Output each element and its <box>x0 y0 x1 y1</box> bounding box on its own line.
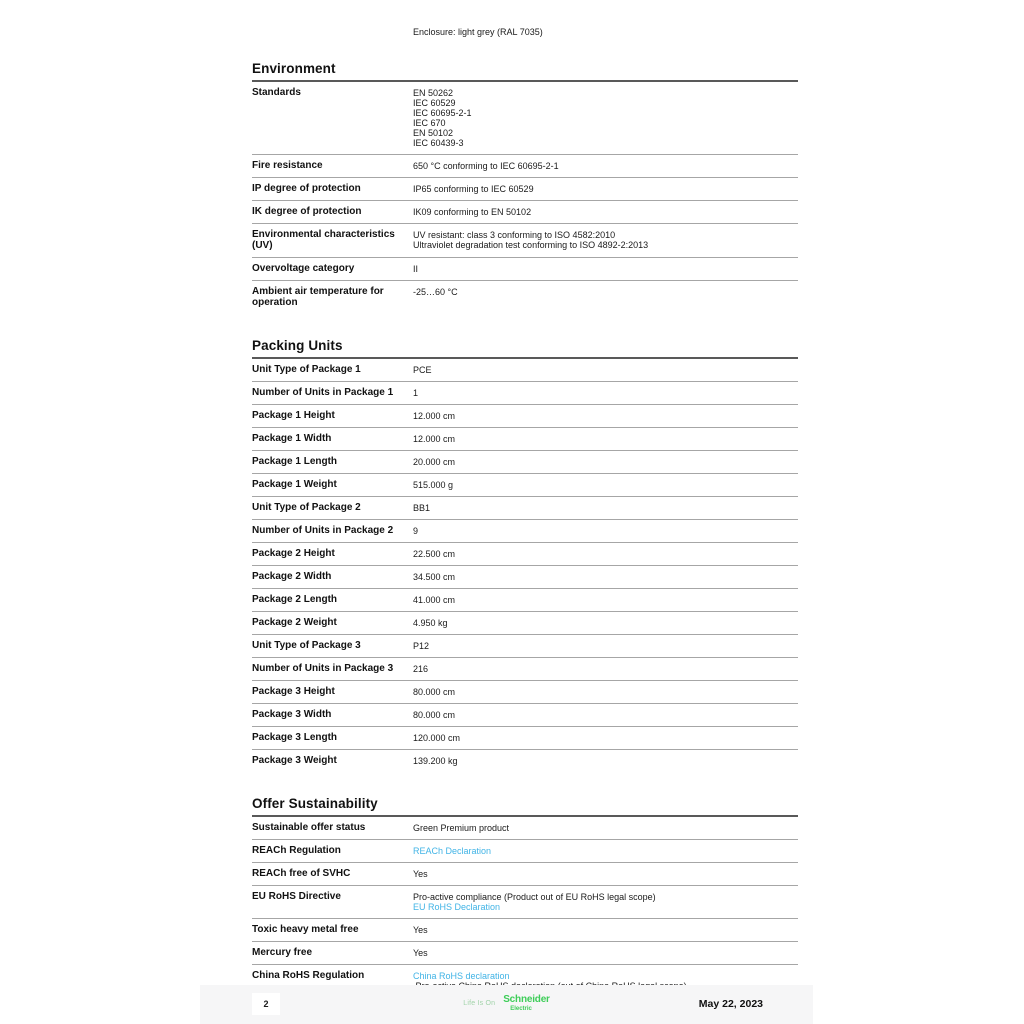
value-line: 1 <box>413 388 419 398</box>
document-link[interactable]: REACh Declaration <box>413 846 492 856</box>
spec-row <box>252 681 798 704</box>
spec-row <box>252 612 798 635</box>
page-content <box>200 0 813 997</box>
row-value <box>413 479 798 490</box>
value-line: Green Premium product <box>413 823 510 833</box>
spec-row <box>252 543 798 566</box>
value-line: Pro-active compliance (Product out of EU RoHS legal scope) <box>413 892 656 902</box>
value-line: 515.000 g <box>413 480 454 490</box>
value-line: BB1 <box>413 503 431 513</box>
page-footer <box>200 985 813 1024</box>
row-value <box>413 822 798 833</box>
row-value <box>413 387 798 398</box>
row-label: Overvoltage category <box>252 263 355 274</box>
row-label: REACh Regulation <box>252 845 341 856</box>
spec-row <box>252 817 798 840</box>
row-label: Environmental characteristics (UV) <box>252 229 395 251</box>
row-label: Package 1 Height <box>252 410 335 421</box>
row-label: Toxic heavy metal free <box>252 924 359 935</box>
row-value <box>413 947 798 958</box>
value-line: 120.000 cm <box>413 733 461 743</box>
row-value <box>413 845 798 856</box>
spec-row <box>252 704 798 727</box>
value-line: II <box>413 264 419 274</box>
spec-section <box>252 338 798 772</box>
value-line: 34.500 cm <box>413 572 456 582</box>
spec-row <box>252 919 798 942</box>
row-value <box>413 206 798 217</box>
row-value <box>413 502 798 513</box>
row-label: Package 1 Width <box>252 433 332 444</box>
section-rows <box>252 817 798 997</box>
row-value <box>413 410 798 421</box>
row-value <box>413 924 798 935</box>
row-label: Ambient air temperature for operation <box>252 286 384 308</box>
spec-row <box>252 589 798 612</box>
value-line <box>413 971 798 981</box>
value-line: IEC 60439-3 <box>413 138 464 148</box>
value-line: Ultraviolet degradation test conforming to ISO 4892-2:2013 <box>413 240 649 250</box>
row-value <box>413 364 798 375</box>
brand-name-electric: Electric <box>510 1006 532 1012</box>
row-value <box>413 686 798 697</box>
value-line: IEC 60695-2-1 <box>413 108 472 118</box>
value-line: 4.950 kg <box>413 618 448 628</box>
value-line: IEC 60529 <box>413 98 456 108</box>
spec-row <box>252 727 798 750</box>
value-line: 139.200 kg <box>413 756 458 766</box>
spec-row <box>252 474 798 497</box>
row-label: IK degree of protection <box>252 206 362 217</box>
spec-row <box>252 635 798 658</box>
row-label: Package 2 Height <box>252 548 335 559</box>
spec-row <box>252 155 798 178</box>
spec-row <box>252 886 798 919</box>
schneider-wordmark <box>503 995 550 1012</box>
row-label: EU RoHS Directive <box>252 891 341 902</box>
row-value <box>413 263 798 274</box>
value-line: 41.000 cm <box>413 595 456 605</box>
value-line: 80.000 cm <box>413 687 456 697</box>
row-value <box>413 732 798 743</box>
row-value <box>413 87 798 148</box>
sections <box>252 61 798 997</box>
value-line: 22.500 cm <box>413 549 456 559</box>
value-line: Yes <box>413 948 428 958</box>
spec-row <box>252 451 798 474</box>
spec-row <box>252 224 798 258</box>
spec-row <box>252 201 798 224</box>
row-value <box>413 183 798 194</box>
spec-row <box>252 382 798 405</box>
value-line: 12.000 cm <box>413 434 456 444</box>
spec-row <box>252 863 798 886</box>
value-line: UV resistant: class 3 conforming to ISO 4582:2010 <box>413 230 616 240</box>
enclosure-color-value: Enclosure: light grey (RAL 7035) <box>413 27 543 37</box>
row-label: Number of Units in Package 1 <box>252 387 394 398</box>
spec-row <box>252 359 798 382</box>
row-label: Number of Units in Package 3 <box>252 663 394 674</box>
spec-row <box>252 840 798 863</box>
row-label: Package 1 Weight <box>252 479 337 490</box>
row-value <box>413 433 798 444</box>
row-value <box>413 525 798 536</box>
row-label: Unit Type of Package 3 <box>252 640 361 651</box>
spec-row <box>252 566 798 589</box>
row-value <box>413 229 798 251</box>
value-line: IEC 670 <box>413 118 446 128</box>
row-value <box>413 755 798 766</box>
value-line <box>413 846 798 856</box>
spec-section <box>252 61 798 314</box>
row-label: Package 3 Height <box>252 686 335 697</box>
row-value <box>413 868 798 879</box>
row-label: Package 3 Length <box>252 732 338 743</box>
row-value <box>413 456 798 467</box>
value-line: IP65 conforming to IEC 60529 <box>413 184 534 194</box>
value-line <box>413 902 798 912</box>
section-rows <box>252 359 798 772</box>
spec-row <box>252 750 798 772</box>
section-title: Environment <box>252 61 798 82</box>
row-label: Unit Type of Package 2 <box>252 502 361 513</box>
row-value <box>413 571 798 582</box>
row-label: Package 2 Weight <box>252 617 337 628</box>
page-number: 2 <box>252 993 280 1015</box>
row-label: REACh free of SVHC <box>252 868 351 879</box>
row-label: Package 1 Length <box>252 456 338 467</box>
row-label: Package 3 Weight <box>252 755 337 766</box>
value-line: 650 °C conforming to IEC 60695-2-1 <box>413 161 559 171</box>
row-label: Fire resistance <box>252 160 323 171</box>
spec-row <box>252 497 798 520</box>
row-label: Sustainable offer status <box>252 822 366 833</box>
spec-row <box>252 428 798 451</box>
spec-row <box>252 82 798 155</box>
row-value <box>413 548 798 559</box>
document-link[interactable]: EU RoHS Declaration <box>413 902 501 912</box>
value-line: 80.000 cm <box>413 710 456 720</box>
row-value <box>413 640 798 651</box>
spec-row <box>252 281 798 314</box>
value-line: Yes <box>413 925 428 935</box>
row-value <box>413 663 798 674</box>
value-line: 9 <box>413 526 419 536</box>
row-label: Mercury free <box>252 947 313 958</box>
value-line: 20.000 cm <box>413 457 456 467</box>
spec-row <box>252 405 798 428</box>
row-label: China RoHS Regulation <box>252 970 365 981</box>
row-value <box>413 160 798 171</box>
value-line: Yes <box>413 869 428 879</box>
row-value <box>413 594 798 605</box>
section-rows <box>252 82 798 314</box>
row-value <box>413 891 798 912</box>
value-line: PCE <box>413 365 432 375</box>
value-line: P12 <box>413 641 430 651</box>
row-label: IP degree of protection <box>252 183 361 194</box>
value-line: EN 50262 <box>413 88 454 98</box>
spec-row <box>252 258 798 281</box>
value-line: IK09 conforming to EN 50102 <box>413 207 532 217</box>
row-label: Package 3 Width <box>252 709 332 720</box>
spec-row <box>252 520 798 543</box>
row-label: Package 2 Width <box>252 571 332 582</box>
document-link[interactable]: China RoHS declaration <box>413 971 510 981</box>
row-label: Unit Type of Package 1 <box>252 364 361 375</box>
brand-name-schneider: Schneider <box>503 994 550 1005</box>
section-title: Packing Units <box>252 338 798 359</box>
spec-row <box>252 178 798 201</box>
life-is-on-tagline: Life Is On <box>463 1000 496 1007</box>
section-title: Offer Sustainability <box>252 796 798 817</box>
value-line: 216 <box>413 664 429 674</box>
row-label: Standards <box>252 87 301 98</box>
document-date: May 22, 2023 <box>698 998 763 1010</box>
row-value <box>413 617 798 628</box>
datasheet-page <box>200 0 813 1024</box>
spec-row <box>252 942 798 965</box>
row-label: Package 2 Length <box>252 594 338 605</box>
spec-section <box>252 796 798 997</box>
row-value <box>413 286 798 308</box>
value-line: 12.000 cm <box>413 411 456 421</box>
spec-row <box>252 658 798 681</box>
row-value <box>413 709 798 720</box>
value-line: EN 50102 <box>413 128 454 138</box>
value-line: -25…60 °C <box>413 287 458 297</box>
row-label: Number of Units in Package 2 <box>252 525 394 536</box>
